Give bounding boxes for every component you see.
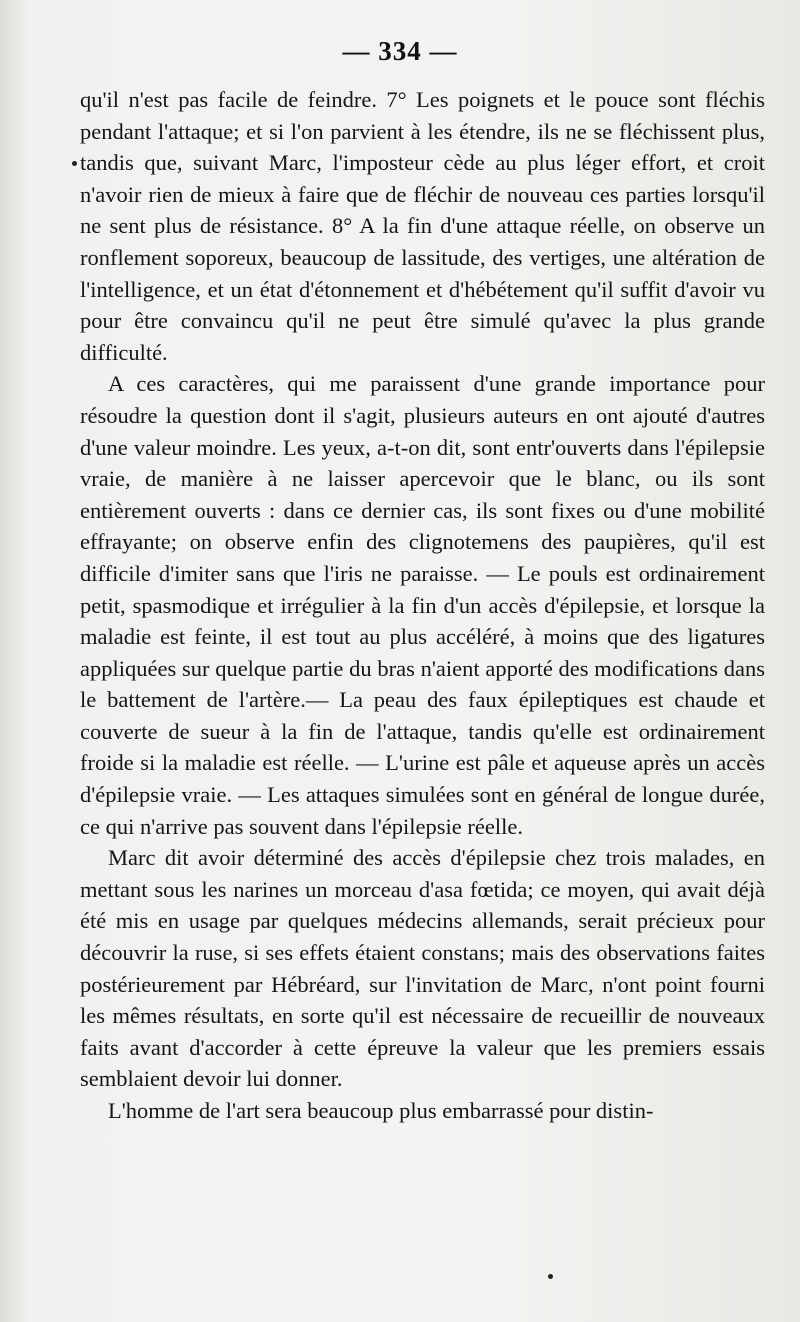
ink-speck (72, 161, 77, 166)
ink-speck (548, 1274, 553, 1279)
paragraph-4: L'homme de l'art sera beaucoup plus embarrassé pour distin- (108, 1098, 654, 1123)
page-number: — 334 — (342, 36, 458, 66)
paragraph-1: qu'il n'est pas facile de feindre. 7° Les poignets et le pouce sont fléchis pendant l'attaque; et si l'on parvient à les étendre, ils ne se fléchissent plus, tandis que, suivant Marc, l'imposteur cède au plus léger effort, et croit n'avoir rien de mieux à faire que de fléchir de nouveau ces parties lorsqu'il ne sent plus de résistance. 8° A la fin d'une attaque réelle, on observe un ronflement soporeux, beaucoup de lassitude, des vertiges, une altération de l'intelligence, et un état d'étonnement et d'hébétement qu'il suffit d'avoir vu pour être convaincu qu'il ne peut être simulé qu'avec la plus grande difficulté. (80, 87, 765, 365)
paragraph-3: Marc dit avoir déterminé des accès d'épilepsie chez trois malades, en mettant sous les narines un morceau d'asa fœtida; ce moyen, qui avait déjà été mis en usage par quelques médecins allemands, serait précieux pour découvrir la ruse, si ses effets étaient constans; mais des observations faites postérieurement par Hébréard, sur l'invitation de Marc, n'ont point fourni les mêmes résultats, en sorte qu'il est nécessaire de recueillir de nouveaux faits avant d'accorder à cette épreuve la valeur que les premiers essais semblaient devoir lui donner. (80, 845, 765, 1092)
body-text (80, 84, 765, 1127)
paragraph-2: A ces caractères, qui me paraissent d'une grande importance pour résoudre la question dont il s'agit, plusieurs auteurs en ont ajouté d'autres d'une valeur moindre. Les yeux, a-t-on dit, sont entr'ouverts dans l'épilepsie vraie, de manière à ne laisser apercevoir que le blanc, ou ils sont entièrement ouverts : dans ce dernier cas, ils sont fixes ou d'une mobilité effrayante; on observe enfin des clignotemens des paupières, qu'il est difficile d'imiter sans que l'iris ne paraisse. — Le pouls est ordinairement petit, spasmodique et irrégulier à la fin d'un accès d'épilepsie, et lorsque la maladie est feinte, il est tout au plus accéléré, à moins que des ligatures appliquées sur quelque partie du bras n'aient apporté des modifications dans le battement de l'artère.— La peau des faux épileptiques est chaude et couverte de sueur à la fin de l'attaque, tandis qu'elle est ordinairement froide si la maladie est réelle. — L'urine est pâle et aqueuse après un accès d'épilepsie vraie. — Les attaques simulées sont en général de longue durée, ce qui n'arrive pas souvent dans l'épilepsie réelle. (80, 371, 765, 839)
